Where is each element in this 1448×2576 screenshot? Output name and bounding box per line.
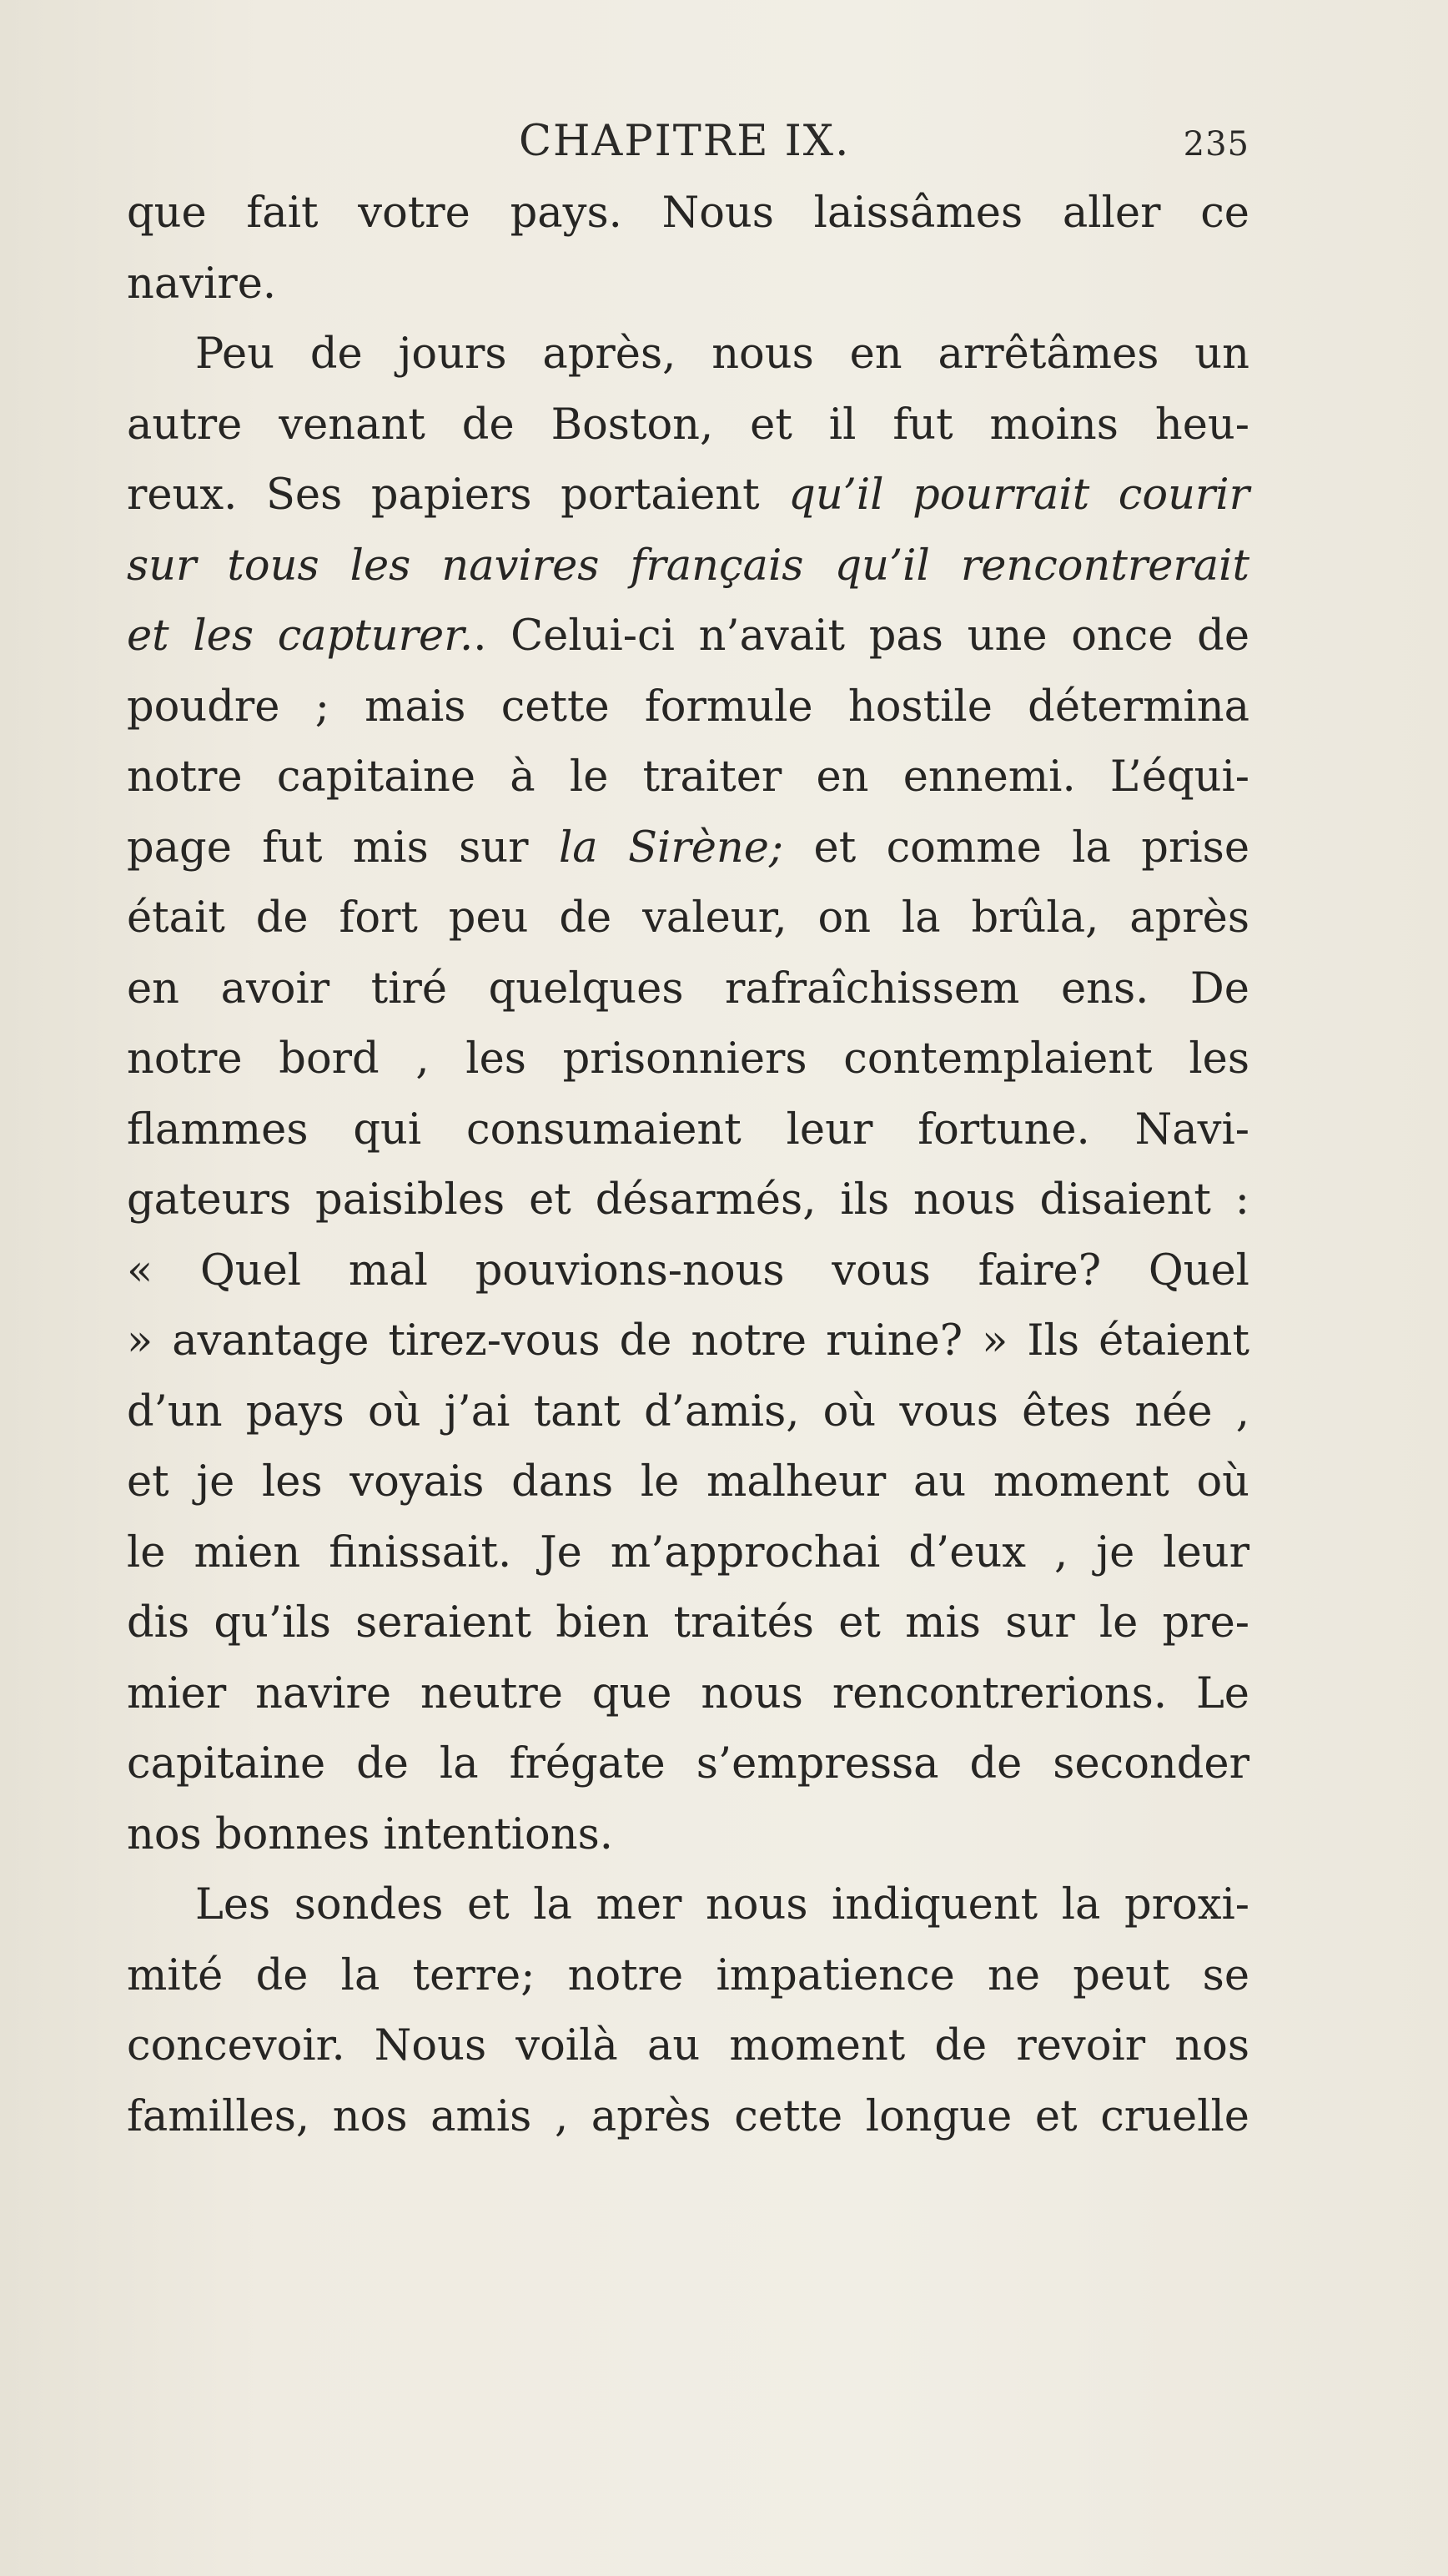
running-header [127, 117, 1249, 184]
text-line: le mien finissait. Je m’approchai d’eux , je leur [127, 1527, 1249, 1577]
text-line: d’un pays où j’ai tant d’amis, où vous êtes née , [127, 1386, 1249, 1436]
text-line: » avantage tirez-vous de notre ruine? » Ils étaient [127, 1316, 1249, 1366]
text-line: était de fort peu de valeur, on la brûla, après [127, 893, 1249, 943]
text-line: gateurs paisibles et désarmés, ils nous disaient : [127, 1175, 1249, 1225]
text-line: familles, nos amis , après cette longue et cruelle [127, 2091, 1249, 2141]
text-line: mité de la terre; notre impatience ne peut se [127, 1950, 1249, 2000]
text-line: notre capitaine à le traiter en ennemi. L’équi- [127, 752, 1249, 802]
text-line: et les capturer.. Celui-ci n’avait pas une once de [127, 611, 1249, 661]
text-line: concevoir. Nous voilà au moment de revoir nos [127, 2021, 1249, 2070]
text-line: autre venant de Boston, et il fut moins heu- [127, 400, 1249, 450]
text-line: notre bord , les prisonniers contemplaient les [127, 1034, 1249, 1084]
text-line: sur tous les navires français qu’il rencontrerait [127, 541, 1249, 591]
text-line: dis qu’ils seraient bien traités et mis sur le pre- [127, 1598, 1249, 1648]
text-line: en avoir tiré quelques rafraîchissem ens. De [127, 963, 1249, 1014]
text-line: que fait votre pays. Nous laissâmes aller ce [127, 189, 1249, 238]
text-line: navire. [127, 259, 277, 309]
text-line: Les sondes et la mer nous indiquent la proxi- [195, 1880, 1249, 1929]
text-line: et je les voyais dans le malheur au moment où [127, 1457, 1249, 1507]
page-number: 235 [1183, 125, 1249, 164]
text-line: Peu de jours après, nous en arrêtâmes un [195, 330, 1249, 379]
body-text [127, 179, 1249, 2152]
text-line: « Quel mal pouvions-nous vous faire? Quel [127, 1245, 1249, 1296]
chapter-title: CHAPITRE IX. [519, 117, 851, 166]
text-line: capitaine de la frégate s’empressa de seconder [127, 1739, 1249, 1789]
text-line: poudre ; mais cette formule hostile détermina [127, 682, 1249, 732]
text-line: page fut mis sur la Sirène; et comme la prise [127, 823, 1250, 873]
text-line: mier navire neutre que nous rencontrerions. Le [127, 1668, 1249, 1718]
text-line: flammes qui consumaient leur fortune. Navi- [127, 1104, 1249, 1155]
text-line: nos bonnes intentions. [127, 1809, 613, 1859]
text-line: reux. Ses papiers portaient qu’il pourrait courir [127, 470, 1249, 520]
